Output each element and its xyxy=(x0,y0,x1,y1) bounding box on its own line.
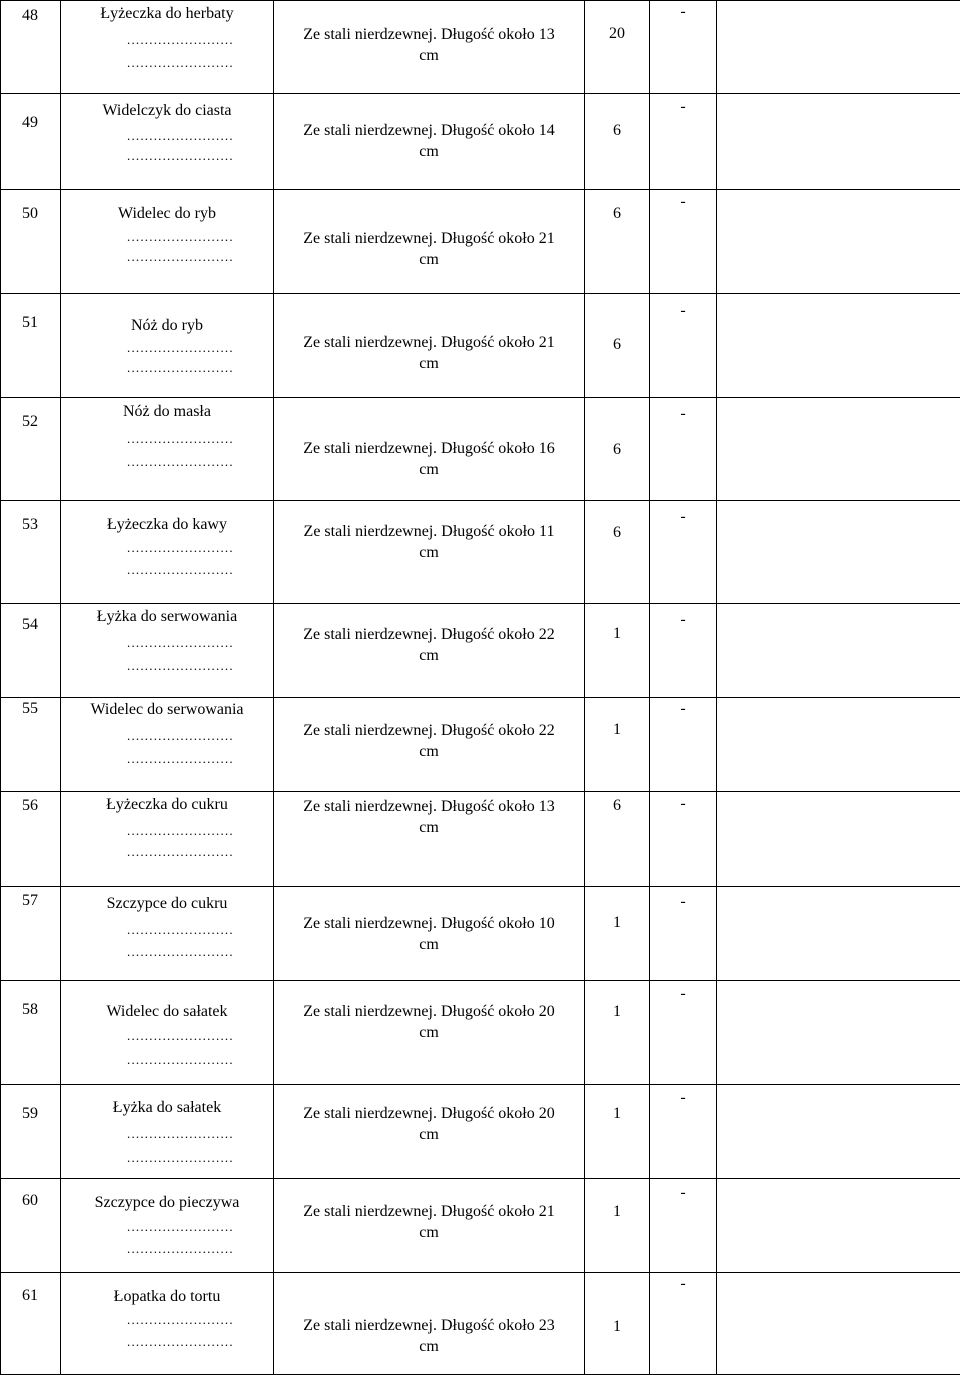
item-quantity: 6 xyxy=(585,205,649,223)
item-number: 49 xyxy=(22,114,38,132)
item-quantity-cell xyxy=(585,1,650,94)
dotted-line: ........................ xyxy=(127,636,234,650)
dotted-line: ........................ xyxy=(127,341,234,355)
table-row xyxy=(1,190,960,294)
item-name-cell xyxy=(61,604,274,698)
dotted-line: ........................ xyxy=(127,230,234,244)
dotted-line: ........................ xyxy=(127,1151,234,1165)
item-number: 52 xyxy=(22,413,38,431)
table-row xyxy=(1,398,960,501)
dotted-line: ........................ xyxy=(127,1127,234,1141)
dotted-line: ........................ xyxy=(127,945,234,959)
item-number-cell xyxy=(1,887,61,981)
table-row xyxy=(1,1,960,94)
item-number-cell xyxy=(1,1273,61,1375)
item-quantity: 6 xyxy=(585,336,649,354)
item-name-cell xyxy=(61,887,274,981)
description-line: Ze stali nierdzewnej. Długość około 10 xyxy=(274,913,584,934)
dotted-line: ........................ xyxy=(127,659,234,673)
item-empty-cell xyxy=(717,1273,960,1375)
item-number-cell xyxy=(1,604,61,698)
item-dash: - xyxy=(650,700,716,718)
item-dash-cell xyxy=(650,604,717,698)
description-unit: cm xyxy=(274,1336,584,1357)
item-name-cell xyxy=(61,398,274,501)
item-quantity-cell xyxy=(585,501,650,604)
description-line: Ze stali nierdzewnej. Długość około 21 xyxy=(274,228,584,249)
item-description-cell xyxy=(274,698,585,792)
item-empty-cell xyxy=(717,501,960,604)
item-description-cell xyxy=(274,398,585,501)
item-empty-cell xyxy=(717,1179,960,1273)
description-line: Ze stali nierdzewnej. Długość około 20 xyxy=(274,1103,584,1124)
item-quantity: 20 xyxy=(585,25,649,43)
item-empty-cell xyxy=(717,398,960,501)
item-description xyxy=(274,521,584,563)
item-dash: - xyxy=(650,611,716,629)
item-quantity: 1 xyxy=(585,721,649,739)
item-name-cell xyxy=(61,190,274,294)
item-number: 59 xyxy=(22,1105,38,1123)
table-row xyxy=(1,887,960,981)
item-dash-cell xyxy=(650,1179,717,1273)
item-name-cell xyxy=(61,792,274,887)
item-quantity: 1 xyxy=(585,1105,649,1123)
item-description-cell xyxy=(274,501,585,604)
item-dash: - xyxy=(650,3,716,21)
item-number: 57 xyxy=(22,892,38,910)
description-line: Ze stali nierdzewnej. Długość około 21 xyxy=(274,1201,584,1222)
description-line: Ze stali nierdzewnej. Długość około 16 xyxy=(274,438,584,459)
table-row xyxy=(1,501,960,604)
dotted-line: ........................ xyxy=(127,1029,234,1043)
item-quantity-cell xyxy=(585,1085,650,1179)
item-empty-cell xyxy=(717,1085,960,1179)
table-row xyxy=(1,1273,960,1375)
item-number: 48 xyxy=(22,7,38,25)
description-unit: cm xyxy=(274,1222,584,1243)
item-dash-cell xyxy=(650,398,717,501)
item-name: Widelec do serwowania xyxy=(61,701,273,719)
item-empty-cell xyxy=(717,94,960,190)
table-row xyxy=(1,792,960,887)
item-dash: - xyxy=(650,405,716,423)
item-description xyxy=(274,1001,584,1043)
item-dash: - xyxy=(650,98,716,116)
item-quantity-cell xyxy=(585,294,650,398)
dotted-line: ........................ xyxy=(127,729,234,743)
item-description-cell xyxy=(274,294,585,398)
item-quantity-cell xyxy=(585,792,650,887)
item-name-cell xyxy=(61,294,274,398)
item-description xyxy=(274,1103,584,1145)
description-unit: cm xyxy=(274,645,584,666)
item-description xyxy=(274,624,584,666)
description-unit: cm xyxy=(274,1022,584,1043)
item-description xyxy=(274,228,584,270)
description-unit: cm xyxy=(274,1124,584,1145)
dotted-line: ........................ xyxy=(127,149,234,163)
dotted-line: ........................ xyxy=(127,432,234,446)
item-name: Łyżeczka do cukru xyxy=(61,796,273,814)
item-description xyxy=(274,332,584,374)
description-line: Ze stali nierdzewnej. Długość około 22 xyxy=(274,624,584,645)
item-description xyxy=(274,1201,584,1243)
item-quantity-cell xyxy=(585,1273,650,1375)
item-quantity: 1 xyxy=(585,1203,649,1221)
item-dash-cell xyxy=(650,1,717,94)
description-unit: cm xyxy=(274,741,584,762)
item-number-cell xyxy=(1,1,61,94)
table-row xyxy=(1,94,960,190)
description-unit: cm xyxy=(274,542,584,563)
item-name-cell xyxy=(61,1,274,94)
item-name: Nóż do masła xyxy=(61,403,273,421)
dotted-line: ........................ xyxy=(127,1335,234,1349)
item-name-cell xyxy=(61,94,274,190)
dotted-line: ........................ xyxy=(127,845,234,859)
item-dash-cell xyxy=(650,94,717,190)
item-dash: - xyxy=(650,1184,716,1202)
item-description-cell xyxy=(274,1179,585,1273)
dotted-line: ........................ xyxy=(127,563,234,577)
description-line: Ze stali nierdzewnej. Długość około 23 xyxy=(274,1315,584,1336)
item-name: Łyżka do sałatek xyxy=(61,1099,273,1117)
item-number-cell xyxy=(1,1085,61,1179)
item-description-cell xyxy=(274,94,585,190)
dotted-line: ........................ xyxy=(127,129,234,143)
description-unit: cm xyxy=(274,249,584,270)
item-description-cell xyxy=(274,887,585,981)
item-dash-cell xyxy=(650,294,717,398)
item-name: Łopatka do tortu xyxy=(61,1288,273,1306)
item-number: 50 xyxy=(22,205,38,223)
item-name-cell xyxy=(61,698,274,792)
item-number: 55 xyxy=(22,700,38,718)
item-name: Szczypce do cukru xyxy=(61,895,273,913)
item-number-cell xyxy=(1,398,61,501)
item-quantity: 1 xyxy=(585,625,649,643)
dotted-line: ........................ xyxy=(127,361,234,375)
description-unit: cm xyxy=(274,934,584,955)
item-number-cell xyxy=(1,1179,61,1273)
table-row xyxy=(1,1085,960,1179)
item-name-cell xyxy=(61,501,274,604)
description-unit: cm xyxy=(274,817,584,838)
item-dash: - xyxy=(650,985,716,1003)
item-quantity: 1 xyxy=(585,914,649,932)
dotted-line: ........................ xyxy=(127,33,234,47)
item-dash: - xyxy=(650,302,716,320)
item-quantity-cell xyxy=(585,94,650,190)
item-dash-cell xyxy=(650,1085,717,1179)
item-number: 60 xyxy=(22,1192,38,1210)
item-quantity-cell xyxy=(585,887,650,981)
dotted-line: ........................ xyxy=(127,824,234,838)
item-empty-cell xyxy=(717,698,960,792)
item-dash: - xyxy=(650,893,716,911)
item-number: 51 xyxy=(22,314,38,332)
item-empty-cell xyxy=(717,1,960,94)
item-number: 58 xyxy=(22,1001,38,1019)
item-description xyxy=(274,913,584,955)
description-line: Ze stali nierdzewnej. Długość około 13 xyxy=(274,796,584,817)
item-quantity: 6 xyxy=(585,797,649,815)
dotted-line: ........................ xyxy=(127,455,234,469)
item-number: 61 xyxy=(22,1287,38,1305)
item-number-cell xyxy=(1,294,61,398)
item-dash-cell xyxy=(650,698,717,792)
item-description xyxy=(274,720,584,762)
table-row xyxy=(1,698,960,792)
item-name: Łyżeczka do herbaty xyxy=(61,5,273,23)
item-name: Łyżka do serwowania xyxy=(61,608,273,626)
description-line: Ze stali nierdzewnej. Długość około 22 xyxy=(274,720,584,741)
item-description xyxy=(274,120,584,162)
dotted-line: ........................ xyxy=(127,1053,234,1067)
item-name: Łyżeczka do kawy xyxy=(61,516,273,534)
item-description-cell xyxy=(274,1273,585,1375)
table-row xyxy=(1,604,960,698)
item-dash: - xyxy=(650,508,716,526)
item-description xyxy=(274,24,584,66)
description-line: Ze stali nierdzewnej. Długość około 14 xyxy=(274,120,584,141)
item-description-cell xyxy=(274,604,585,698)
dotted-line: ........................ xyxy=(127,1242,234,1256)
item-dash-cell xyxy=(650,981,717,1085)
description-unit: cm xyxy=(274,45,584,66)
item-empty-cell xyxy=(717,294,960,398)
item-number: 54 xyxy=(22,616,38,634)
item-description xyxy=(274,796,584,838)
item-quantity: 6 xyxy=(585,524,649,542)
item-name-cell xyxy=(61,981,274,1085)
description-unit: cm xyxy=(274,141,584,162)
item-empty-cell xyxy=(717,981,960,1085)
item-number-cell xyxy=(1,94,61,190)
item-name-cell xyxy=(61,1179,274,1273)
item-description xyxy=(274,438,584,480)
item-name: Widelec do sałatek xyxy=(61,1003,273,1021)
item-quantity: 1 xyxy=(585,1003,649,1021)
item-dash-cell xyxy=(650,190,717,294)
item-number-cell xyxy=(1,792,61,887)
dotted-line: ........................ xyxy=(127,1313,234,1327)
item-name-cell xyxy=(61,1085,274,1179)
item-quantity-cell xyxy=(585,190,650,294)
item-dash: - xyxy=(650,795,716,813)
item-number-cell xyxy=(1,981,61,1085)
description-unit: cm xyxy=(274,459,584,480)
description-line: Ze stali nierdzewnej. Długość około 20 xyxy=(274,1001,584,1022)
item-description-cell xyxy=(274,190,585,294)
dotted-line: ........................ xyxy=(127,1220,234,1234)
table-row xyxy=(1,981,960,1085)
table-row xyxy=(1,294,960,398)
dotted-line: ........................ xyxy=(127,923,234,937)
item-empty-cell xyxy=(717,190,960,294)
item-description-cell xyxy=(274,981,585,1085)
item-quantity: 1 xyxy=(585,1318,649,1336)
item-dash-cell xyxy=(650,1273,717,1375)
description-line: Ze stali nierdzewnej. Długość około 11 xyxy=(274,521,584,542)
item-description xyxy=(274,1315,584,1357)
item-number: 56 xyxy=(22,797,38,815)
item-number: 53 xyxy=(22,516,38,534)
item-description-cell xyxy=(274,792,585,887)
item-number-cell xyxy=(1,698,61,792)
item-empty-cell xyxy=(717,887,960,981)
dotted-line: ........................ xyxy=(127,56,234,70)
item-description-cell xyxy=(274,1,585,94)
item-number-cell xyxy=(1,190,61,294)
item-empty-cell xyxy=(717,792,960,887)
item-name-cell xyxy=(61,1273,274,1375)
item-quantity-cell xyxy=(585,604,650,698)
description-line: Ze stali nierdzewnej. Długość około 13 xyxy=(274,24,584,45)
description-unit: cm xyxy=(274,353,584,374)
item-dash-cell xyxy=(650,501,717,604)
item-quantity-cell xyxy=(585,398,650,501)
description-line: Ze stali nierdzewnej. Długość około 21 xyxy=(274,332,584,353)
item-dash: - xyxy=(650,193,716,211)
item-quantity: 6 xyxy=(585,441,649,459)
dotted-line: ........................ xyxy=(127,541,234,555)
item-name: Widelec do ryb xyxy=(61,205,273,223)
item-empty-cell xyxy=(717,604,960,698)
item-dash-cell xyxy=(650,887,717,981)
item-description-cell xyxy=(274,1085,585,1179)
item-name: Widelczyk do ciasta xyxy=(61,102,273,120)
dotted-line: ........................ xyxy=(127,752,234,766)
table-row xyxy=(1,1179,960,1273)
dotted-line: ........................ xyxy=(127,250,234,264)
item-quantity-cell xyxy=(585,698,650,792)
item-dash: - xyxy=(650,1089,716,1107)
item-name: Nóż do ryb xyxy=(61,317,273,335)
item-dash: - xyxy=(650,1275,716,1293)
item-name: Szczypce do pieczywa xyxy=(61,1194,273,1212)
item-quantity-cell xyxy=(585,981,650,1085)
item-dash-cell xyxy=(650,792,717,887)
item-number-cell xyxy=(1,501,61,604)
item-quantity-cell xyxy=(585,1179,650,1273)
item-quantity: 6 xyxy=(585,122,649,140)
